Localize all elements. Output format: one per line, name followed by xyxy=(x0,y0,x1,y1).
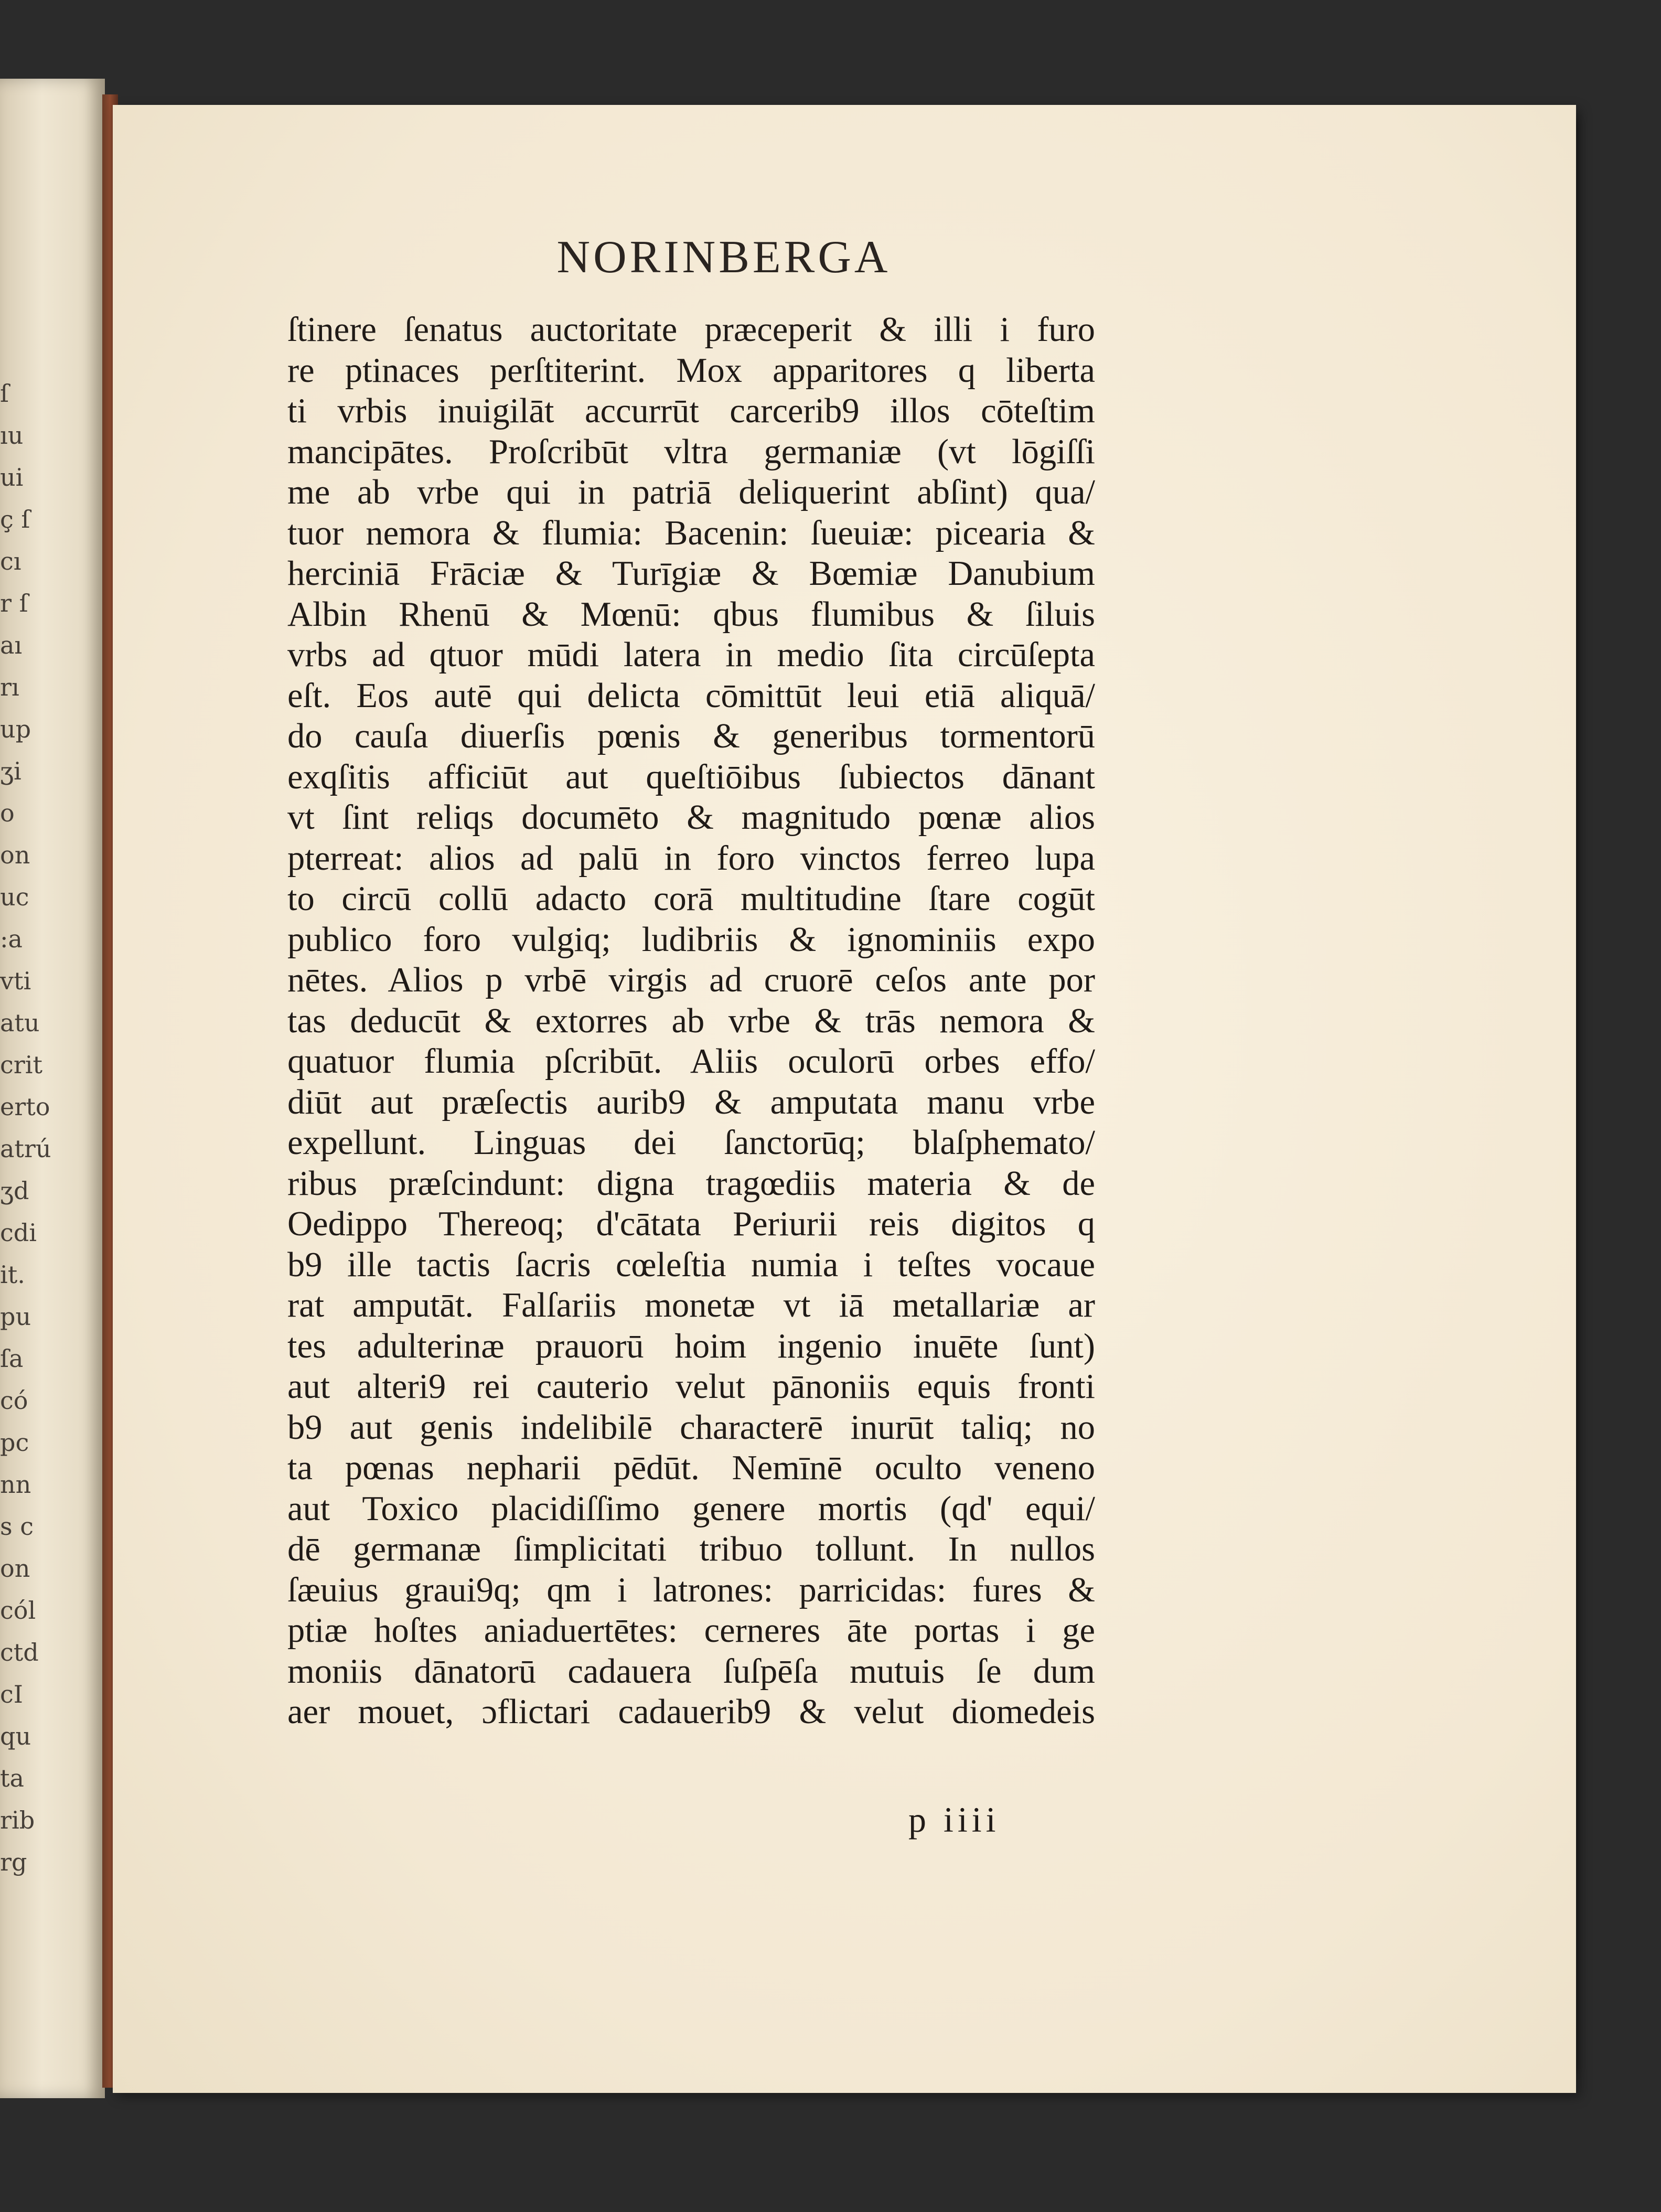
text-line: ti vrbis inuigilāt accurrūt carcerib9 illos cōteſtim xyxy=(287,392,1095,430)
text-line: ta pœnas nepharii pēdūt. Nemīnē oculto veneno xyxy=(287,1449,1095,1487)
text-line: eſt. Eos autē qui delicta cōmittūt leui etiā aliquā/ xyxy=(287,676,1095,715)
text-line: pterreat: alios ad palū in foro vinctos ferreo lupa xyxy=(287,839,1095,878)
text-line: rat amputāt. Falſariis monetæ vt iā metallariæ ar xyxy=(287,1286,1095,1324)
text-line: ſæuius graui9q; qm i latrones: parricidas: fures & xyxy=(287,1570,1095,1609)
previous-page-fragment: rg xyxy=(0,1848,27,1876)
previous-page-fragment: crit xyxy=(0,1051,42,1079)
text-line: b9 ille tactis ſacris cœleſtia numia i teſtes vocaue xyxy=(287,1245,1095,1284)
previous-page-fragment: ta xyxy=(0,1764,24,1792)
previous-page-fragment: on xyxy=(0,841,30,869)
text-line: dē germanæ ſimplicitati tribuo tollunt. In nullos xyxy=(287,1530,1095,1568)
text-line: me ab vrbe qui in patriā deliquerint abſint) qua/ xyxy=(287,473,1095,511)
previous-page-edge xyxy=(0,79,105,2098)
text-line: aer mouet, ɔflictari cadauerib9 & velut diomedeis xyxy=(287,1693,1095,1731)
previous-page-fragment: atrú xyxy=(0,1135,51,1163)
text-line: publico foro vulgiq; ludibriis & ignominiis expo xyxy=(287,920,1095,959)
text-line: ribus præſcindunt: digna tragœdiis materia & de xyxy=(287,1164,1095,1203)
text-line: nētes. Alios p vrbē virgis ad cruorē ceſos ante por xyxy=(287,961,1095,999)
text-line: exqſitis afficiūt aut queſtiōibus ſubiectos dānant xyxy=(287,757,1095,796)
text-line: moniis dānatorū cadauera ſuſpēſa mutuis ſe dum xyxy=(287,1652,1095,1691)
previous-page-fragment: cI xyxy=(0,1680,23,1708)
previous-page-fragment: erto xyxy=(0,1093,50,1121)
previous-page-fragment: ç ſ xyxy=(0,505,30,533)
text-line: Albin Rhenū & Mœnū: qbus flumibus & ſiluis xyxy=(287,595,1095,634)
previous-page-fragment: cól xyxy=(0,1596,36,1625)
text-line: tes adulterinæ prauorū hoim ingenio inuēte ſunt) xyxy=(287,1327,1095,1365)
previous-page-fragment: :a xyxy=(0,925,23,953)
text-line: to circū collū adacto corā multitudine ſtare cogūt xyxy=(287,880,1095,918)
text-line: ſtinere ſenatus auctoritate præceperit & illi i furo xyxy=(287,311,1095,349)
previous-page-fragment: ſ xyxy=(0,379,9,408)
previous-page-fragment: rib xyxy=(0,1806,35,1834)
previous-page-fragment: rı xyxy=(0,673,19,701)
previous-page-fragment: atu xyxy=(0,1009,40,1037)
text-line: b9 aut genis indelibilē characterē inurūt taliq; no xyxy=(287,1408,1095,1447)
previous-page-fragment: pc xyxy=(0,1428,29,1457)
previous-page-fragment: vti xyxy=(0,967,31,995)
text-line: quatuor flumia pſcribūt. Aliis oculorū orbes effo/ xyxy=(287,1042,1095,1081)
text-line: do cauſa diuerſis pœnis & generibus tormentorū xyxy=(287,717,1095,755)
previous-page-fragment: aı xyxy=(0,631,23,659)
text-line: mancipātes. Proſcribūt vltra germaniæ (vt lōgiſſi xyxy=(287,432,1095,471)
previous-page-text-fragments xyxy=(0,372,79,1946)
previous-page-fragment: cı xyxy=(0,547,22,575)
text-line: herciniā Frāciæ & Turīgiæ & Bœmiæ Danubium xyxy=(287,554,1095,593)
text-line: Oedippo Thereoq; d'cātata Periurii reis digitos q xyxy=(287,1205,1095,1243)
body-text xyxy=(287,309,1095,1733)
previous-page-fragment: ʒd xyxy=(0,1177,29,1205)
previous-page-fragment: uc xyxy=(0,883,29,911)
signature-mark: p iiii xyxy=(908,1800,1000,1840)
previous-page-fragment: nn xyxy=(0,1470,31,1499)
previous-page-fragment: qu xyxy=(0,1722,31,1750)
previous-page-fragment: có xyxy=(0,1386,28,1415)
previous-page-fragment: on xyxy=(0,1554,30,1583)
previous-page-fragment: ſa xyxy=(0,1344,24,1373)
previous-page-fragment: ʒi xyxy=(0,757,22,785)
running-head: NORINBERGA xyxy=(556,232,891,283)
text-line: diūt aut præſectis aurib9 & amputata manu vrbe xyxy=(287,1083,1095,1121)
text-line: tas deducūt & extorres ab vrbe & trās nemora & xyxy=(287,1001,1095,1040)
previous-page-fragment: it. xyxy=(0,1260,25,1289)
text-line: tuor nemora & flumia: Bacenin: ſueuiæ: picearia & xyxy=(287,514,1095,552)
previous-page-fragment: ıu xyxy=(0,421,24,450)
text-line: aut Toxico placidiſſimo genere mortis (qd' equi/ xyxy=(287,1489,1095,1528)
previous-page-fragment: o xyxy=(0,799,15,827)
text-line: vt ſint reliqs documēto & magnitudo pœnæ alios xyxy=(287,798,1095,837)
previous-page-fragment: pu xyxy=(0,1302,31,1331)
text-line: aut alteri9 rei cauterio velut pānoniis equis fronti xyxy=(287,1367,1095,1406)
previous-page-fragment: cdi xyxy=(0,1219,37,1247)
text-line: expellunt. Linguas dei ſanctorūq; blaſphemato/ xyxy=(287,1124,1095,1162)
previous-page-fragment: up xyxy=(0,715,31,743)
previous-page-fragment: ctd xyxy=(0,1638,39,1666)
previous-page-fragment: ui xyxy=(0,463,24,491)
text-line: vrbs ad qtuor mūdi latera in medio ſita circūſepta xyxy=(287,636,1095,674)
previous-page-fragment: s c xyxy=(0,1512,34,1541)
text-line: re ptinaces perſtiterint. Mox apparitores q liberta xyxy=(287,351,1095,390)
previous-page-fragment: r ſ xyxy=(0,589,28,617)
text-line: ptiæ hoſtes aniaduertētes: cerneres āte portas i ge xyxy=(287,1611,1095,1650)
